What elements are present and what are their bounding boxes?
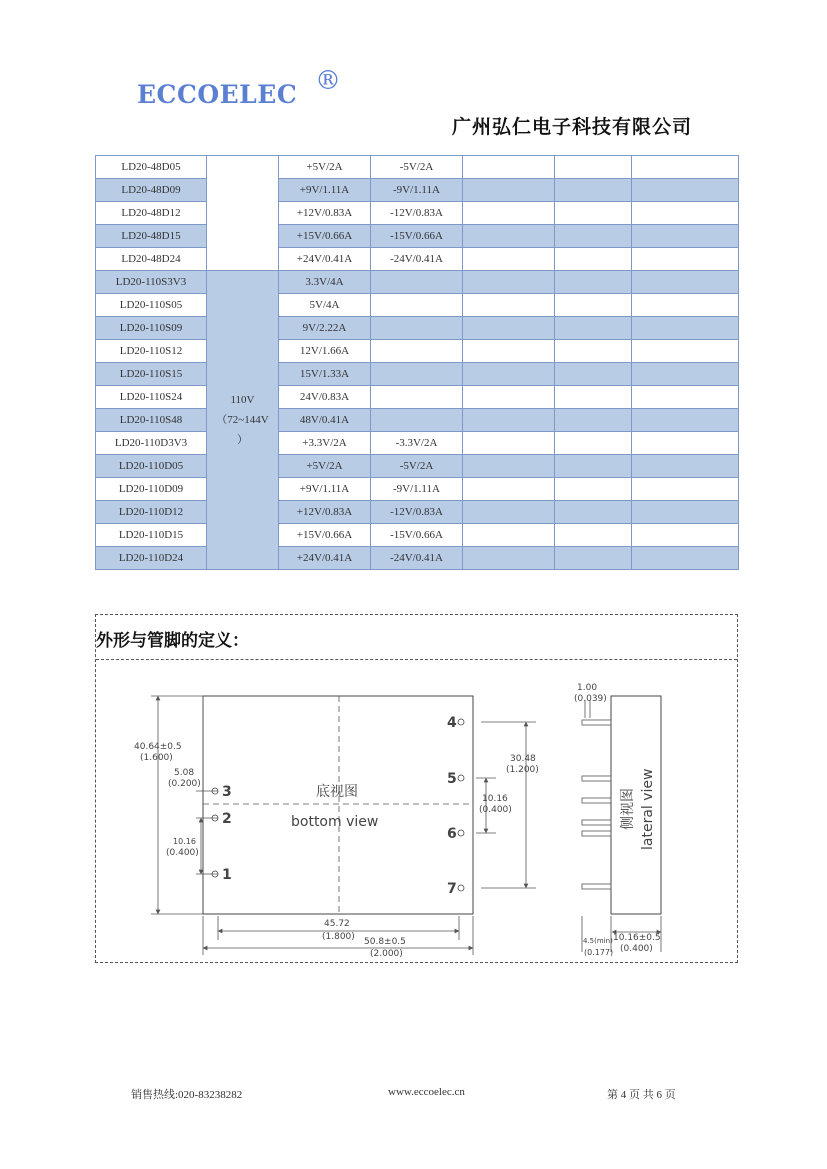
side-pin bbox=[582, 820, 611, 825]
empty-cell bbox=[555, 248, 632, 271]
input-voltage-cell-110 bbox=[207, 271, 279, 570]
output2-cell bbox=[371, 294, 463, 317]
bottom-view-label-en: bottom view bbox=[291, 814, 379, 830]
lateral-view-label-en: lateral view bbox=[640, 768, 656, 850]
model-cell: LD20-110S05 bbox=[96, 294, 207, 317]
dim-width-in: (2.000) bbox=[370, 949, 403, 959]
empty-cell bbox=[463, 547, 555, 570]
side-pin bbox=[582, 884, 611, 889]
model-cell: LD20-110D09 bbox=[96, 478, 207, 501]
output1-cell: 15V/1.33A bbox=[279, 363, 371, 386]
table-row bbox=[96, 225, 739, 248]
output1-cell: 5V/4A bbox=[279, 294, 371, 317]
table-row bbox=[96, 386, 739, 409]
model-cell: LD20-110D05 bbox=[96, 455, 207, 478]
empty-cell bbox=[555, 524, 632, 547]
input-voltage-cell-48 bbox=[207, 156, 279, 271]
empty-cell bbox=[463, 478, 555, 501]
empty-cell bbox=[555, 501, 632, 524]
outline-diagram bbox=[96, 660, 736, 960]
empty-cell bbox=[632, 524, 739, 547]
table-row bbox=[96, 248, 739, 271]
input-voltage-text: 110V bbox=[230, 394, 255, 406]
empty-cell bbox=[463, 294, 555, 317]
empty-cell bbox=[632, 294, 739, 317]
empty-cell bbox=[555, 409, 632, 432]
empty-cell bbox=[632, 455, 739, 478]
dim-width-mm: 50.8±0.5 bbox=[364, 937, 406, 947]
side-pin bbox=[582, 798, 611, 803]
output1-cell: +5V/2A bbox=[279, 455, 371, 478]
output1-cell: +24V/0.41A bbox=[279, 248, 371, 271]
empty-cell bbox=[463, 501, 555, 524]
model-table-body bbox=[96, 156, 739, 570]
table-row bbox=[96, 455, 739, 478]
dim-pitch-mm: 10.16 bbox=[173, 837, 196, 846]
output1-cell: +3.3V/2A bbox=[279, 432, 371, 455]
model-cell: LD20-48D12 bbox=[96, 202, 207, 225]
model-table bbox=[95, 155, 739, 570]
empty-cell bbox=[632, 501, 739, 524]
model-cell: LD20-110D15 bbox=[96, 524, 207, 547]
output1-cell: 9V/2.22A bbox=[279, 317, 371, 340]
dim-right-pitch-mm: 10.16 bbox=[482, 794, 508, 804]
output2-cell: -3.3V/2A bbox=[371, 432, 463, 455]
side-pin bbox=[582, 720, 611, 725]
empty-cell bbox=[463, 455, 555, 478]
pin-6-marker bbox=[458, 830, 464, 836]
input-voltage-text: （72~144V bbox=[216, 414, 269, 426]
dim-pitch-in: (0.400) bbox=[166, 848, 199, 858]
empty-cell bbox=[463, 409, 555, 432]
output1-cell: +5V/2A bbox=[279, 156, 371, 179]
empty-cell bbox=[463, 202, 555, 225]
output1-cell: +24V/0.41A bbox=[279, 547, 371, 570]
table-row bbox=[96, 156, 739, 179]
empty-cell bbox=[555, 294, 632, 317]
dim-pin-dia-in: (0.039) bbox=[574, 694, 607, 704]
model-cell: LD20-110D24 bbox=[96, 547, 207, 570]
empty-cell bbox=[463, 432, 555, 455]
dim-thick-in: (0.400) bbox=[620, 944, 653, 954]
pin-3-label: 3 bbox=[222, 784, 232, 800]
empty-cell bbox=[555, 478, 632, 501]
table-row bbox=[96, 478, 739, 501]
empty-cell bbox=[555, 455, 632, 478]
output2-cell bbox=[371, 409, 463, 432]
output2-cell bbox=[371, 386, 463, 409]
output1-cell: +9V/1.11A bbox=[279, 179, 371, 202]
empty-cell bbox=[632, 386, 739, 409]
model-cell: LD20-110S48 bbox=[96, 409, 207, 432]
dim-pin3-in: (0.200) bbox=[168, 779, 201, 789]
empty-cell bbox=[632, 179, 739, 202]
model-cell: LD20-110D3V3 bbox=[96, 432, 207, 455]
empty-cell bbox=[555, 386, 632, 409]
table-row bbox=[96, 271, 739, 294]
output2-cell: -12V/0.83A bbox=[371, 202, 463, 225]
empty-cell bbox=[555, 363, 632, 386]
table-row bbox=[96, 340, 739, 363]
output1-cell: +15V/0.66A bbox=[279, 524, 371, 547]
module-bottom-outline bbox=[203, 696, 473, 914]
empty-cell bbox=[463, 225, 555, 248]
dim-right-span-mm: 30.48 bbox=[510, 754, 536, 764]
pin-6-label: 6 bbox=[447, 826, 457, 842]
empty-cell bbox=[555, 547, 632, 570]
table-row bbox=[96, 547, 739, 570]
empty-cell bbox=[463, 271, 555, 294]
output2-cell: -24V/0.41A bbox=[371, 248, 463, 271]
input-voltage-text: ） bbox=[237, 434, 248, 446]
empty-cell bbox=[463, 156, 555, 179]
pin-2-label: 2 bbox=[222, 811, 232, 827]
table-row bbox=[96, 294, 739, 317]
empty-cell bbox=[555, 271, 632, 294]
output1-cell: +12V/0.83A bbox=[279, 501, 371, 524]
sales-hotline: 销售热线:020-83238282 bbox=[131, 1089, 243, 1101]
output2-cell: -24V/0.41A bbox=[371, 547, 463, 570]
section-title: 外形与管脚的定义： bbox=[96, 631, 249, 651]
empty-cell bbox=[555, 432, 632, 455]
pin-5-marker bbox=[458, 775, 464, 781]
company-logo bbox=[137, 66, 342, 109]
empty-cell bbox=[632, 363, 739, 386]
model-cell: LD20-48D09 bbox=[96, 179, 207, 202]
dim-thick-mm: 10.16±0.5 bbox=[613, 933, 661, 943]
empty-cell bbox=[632, 409, 739, 432]
table-row bbox=[96, 363, 739, 386]
output2-cell: -9V/1.11A bbox=[371, 179, 463, 202]
empty-cell bbox=[555, 317, 632, 340]
empty-cell bbox=[632, 202, 739, 225]
pin-4-marker bbox=[458, 719, 464, 725]
output1-cell: +12V/0.83A bbox=[279, 202, 371, 225]
empty-cell bbox=[632, 225, 739, 248]
model-cell: LD20-110S15 bbox=[96, 363, 207, 386]
empty-cell bbox=[463, 248, 555, 271]
pin-1-label: 1 bbox=[222, 867, 232, 883]
table-row bbox=[96, 432, 739, 455]
empty-cell bbox=[632, 317, 739, 340]
dim-pin3-mm: 5.08 bbox=[174, 768, 195, 778]
lateral-view-label-cn: 侧视图 bbox=[620, 788, 636, 830]
output1-cell: 3.3V/4A bbox=[279, 271, 371, 294]
output2-cell: -5V/2A bbox=[371, 455, 463, 478]
output2-cell bbox=[371, 317, 463, 340]
dim-right-pitch-in: (0.400) bbox=[479, 805, 512, 815]
side-pin bbox=[582, 776, 611, 781]
pin-7-marker bbox=[458, 885, 464, 891]
empty-cell bbox=[463, 363, 555, 386]
output1-cell: 12V/1.66A bbox=[279, 340, 371, 363]
pin-4-label: 4 bbox=[447, 715, 457, 731]
output1-cell: 48V/0.41A bbox=[279, 409, 371, 432]
dim-pin-row-mm: 45.72 bbox=[324, 919, 350, 929]
empty-cell bbox=[632, 478, 739, 501]
empty-cell bbox=[463, 340, 555, 363]
output1-cell: 24V/0.83A bbox=[279, 386, 371, 409]
registered-mark: ® bbox=[315, 66, 342, 96]
table-row bbox=[96, 317, 739, 340]
empty-cell bbox=[555, 225, 632, 248]
dim-pin-len-in: (0.177) bbox=[584, 948, 614, 957]
table-row bbox=[96, 179, 739, 202]
side-pin bbox=[582, 831, 611, 836]
output2-cell: -5V/2A bbox=[371, 156, 463, 179]
model-cell: LD20-110D12 bbox=[96, 501, 207, 524]
output2-cell: -12V/0.83A bbox=[371, 501, 463, 524]
empty-cell bbox=[555, 156, 632, 179]
page-number: 第 4 页 共 6 页 bbox=[607, 1089, 676, 1101]
table-row bbox=[96, 409, 739, 432]
logo-text: ECCOELEC bbox=[137, 80, 298, 109]
dim-pin-dia-mm: 1.00 bbox=[577, 683, 598, 693]
empty-cell bbox=[632, 248, 739, 271]
empty-cell bbox=[632, 547, 739, 570]
output2-cell bbox=[371, 363, 463, 386]
pin-7-label: 7 bbox=[447, 881, 457, 897]
empty-cell bbox=[632, 340, 739, 363]
empty-cell bbox=[555, 202, 632, 225]
table-row bbox=[96, 501, 739, 524]
empty-cell bbox=[555, 179, 632, 202]
output2-cell bbox=[371, 340, 463, 363]
empty-cell bbox=[632, 156, 739, 179]
empty-cell bbox=[463, 179, 555, 202]
dim-pin-len-mm: 4.5(min) bbox=[583, 937, 613, 945]
model-cell: LD20-110S09 bbox=[96, 317, 207, 340]
output1-cell: +9V/1.11A bbox=[279, 478, 371, 501]
table-row bbox=[96, 524, 739, 547]
model-cell: LD20-48D24 bbox=[96, 248, 207, 271]
dim-right-span-in: (1.200) bbox=[506, 765, 539, 775]
pin-5-label: 5 bbox=[447, 771, 457, 787]
empty-cell bbox=[463, 317, 555, 340]
output1-cell: +15V/0.66A bbox=[279, 225, 371, 248]
dim-height-mm: 40.64±0.5 bbox=[134, 742, 182, 752]
model-cell: LD20-48D05 bbox=[96, 156, 207, 179]
bottom-view-label-cn: 底视图 bbox=[316, 784, 358, 800]
model-cell: LD20-48D15 bbox=[96, 225, 207, 248]
output2-cell bbox=[371, 271, 463, 294]
output2-cell: -9V/1.11A bbox=[371, 478, 463, 501]
model-cell: LD20-110S12 bbox=[96, 340, 207, 363]
table-row bbox=[96, 202, 739, 225]
empty-cell bbox=[463, 524, 555, 547]
empty-cell bbox=[632, 271, 739, 294]
output2-cell: -15V/0.66A bbox=[371, 225, 463, 248]
empty-cell bbox=[632, 432, 739, 455]
output2-cell: -15V/0.66A bbox=[371, 524, 463, 547]
company-name: 广州弘仁电子科技有限公司 bbox=[452, 116, 693, 138]
website-link[interactable]: www.eccoelec.cn bbox=[388, 1086, 465, 1098]
model-cell: LD20-110S3V3 bbox=[96, 271, 207, 294]
empty-cell bbox=[463, 386, 555, 409]
model-cell: LD20-110S24 bbox=[96, 386, 207, 409]
dim-pin-row-in: (1.800) bbox=[322, 932, 355, 942]
empty-cell bbox=[555, 340, 632, 363]
dim-height-in: (1.600) bbox=[140, 753, 173, 763]
